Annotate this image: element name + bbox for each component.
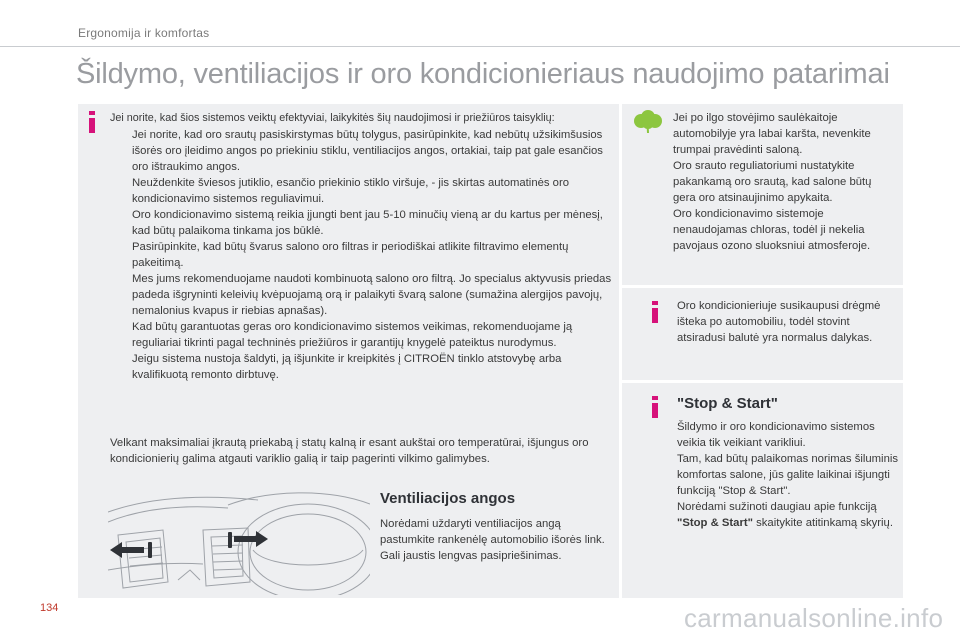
list-item — [110, 207, 615, 239]
list-item — [110, 351, 615, 383]
dashboard-vents-illustration — [108, 490, 370, 595]
stop-start-text-part: Šildymo ir oro kondicionavimo sistemos veikia tik veikiant varikliui. Tam, kad būtų palaikomas norimas šiluminis komfortas salone, jūs galite laikinai išjungti funkciją "Stop & Start". Norėdami sužinoti daugiau apie funkciją — [677, 421, 899, 513]
watermark: carmanualsonline.info — [684, 603, 944, 633]
list-item-text: Jeigu sistema nustoja šaldyti, ją išjunkite ir kreipkitės į CITROËN tinklo atstovybę arba kvalifikuotą remonto dirbtuvę. — [132, 353, 562, 381]
list-item — [110, 319, 615, 351]
section-header: Ergonomija ir komfortas — [78, 26, 210, 40]
stop-start-bold: "Stop & Start" — [677, 517, 753, 529]
condensation-text: Oro kondicionieriuje susikaupusi drėgmė išteka po automobiliu, todėl stovint atsiradusi balutė yra normalus dalykas. — [677, 300, 881, 344]
list-item-text: Oro kondicionavimo sistemą reikia įjungti bent jau 5-10 minučių vieną ar du kartus per mėnesį, kad būtų palaikoma tinkama jos būklė. — [132, 209, 603, 237]
towing-note: Velkant maksimaliai įkrautą priekabą į statų kalną ir esant aukštai oro temperatūrai, išjungus oro kondicionierių galima atgauti variklio galią ir taip pagerinti vilkimo galimybes. — [110, 437, 589, 465]
header-divider — [0, 46, 960, 47]
list-item — [110, 175, 615, 207]
list-item-text: Jei norite, kad oro srautų pasiskirstymas būtų tolygus, pasirūpinkite, kad nebūtų užsikimšusios išorės oro įleidimo angos po priekiniu stiklu, ventiliacijos angos, ortakiai, taip pat gale esančios oro ištraukimo angos. — [132, 129, 603, 173]
maintenance-list — [110, 127, 615, 383]
vents-heading: Ventiliacijos angos — [380, 490, 516, 507]
stop-start-heading: "Stop & Start" — [677, 395, 778, 412]
stop-start-text — [677, 419, 899, 531]
page-title: Šildymo, ventiliacijos ir oro kondicionieriaus naudojimo patarimai — [76, 58, 890, 90]
page-number: 134 — [40, 602, 59, 614]
list-item-text: Neuždenkite šviesos jutiklio, esančio priekinio stiklo viršuje, - jis skirtas automatinės oro kondicionavimo sistemos reguliavimui. — [132, 177, 569, 205]
intro-text: Jei norite, kad šios sistemos veiktų efektyviai, laikykitės šių naudojimosi ir priežiūros taisyklių: — [110, 112, 555, 124]
info-icon — [651, 301, 659, 323]
list-item — [110, 127, 615, 175]
vents-text: Norėdami uždaryti ventiliacijos angą pastumkite rankenėlę automobilio išorės link. Gali jaustis lengvas pasipriešinimas. — [380, 518, 605, 562]
stop-start-text-end: skaitykite atitinkamą skyrių. — [752, 517, 893, 529]
list-item-text: Pasirūpinkite, kad būtų švarus salono oro filtras ir periodiškai atlikite filtravimo elementų pakeitimą. — [132, 241, 569, 269]
info-icon — [651, 396, 659, 418]
leaf-icon — [631, 110, 665, 139]
list-item-extra: Mes jums rekomenduojame naudoti kombinuotą salono oro filtrą. Jo specialus aktyvusis priedas padeda išgryninti keleivių kvėpuojamą orą ir palaikyti švarą salone (sumažina alergijos pavojų, nemalonius kvapus ir riebias apnašas). — [132, 273, 612, 317]
list-item — [110, 239, 615, 319]
info-icon — [88, 111, 96, 133]
eco-tip-text: Jei po ilgo stovėjimo saulėkaitoje automobilyje yra labai karšta, nevenkite trumpai pravėdinti saloną. Oro srauto reguliatoriumi nustatykite pakankamą oro srautą, kad salone būtų gera oro atsinaujinimo apykaita. Oro kondicionavimo sistemoje nenaudojamas chloras, todėl ji nekelia pavojaus ozono sluoksniui atmosferoje. — [673, 112, 872, 252]
list-item-text: Kad būtų garantuotas geras oro kondicionavimo sistemos veikimas, rekomenduojame ją reguliariai tikrinti pagal techninės priežiūros ir garantijų knygelė pateiktus nurodymus. — [132, 321, 573, 349]
